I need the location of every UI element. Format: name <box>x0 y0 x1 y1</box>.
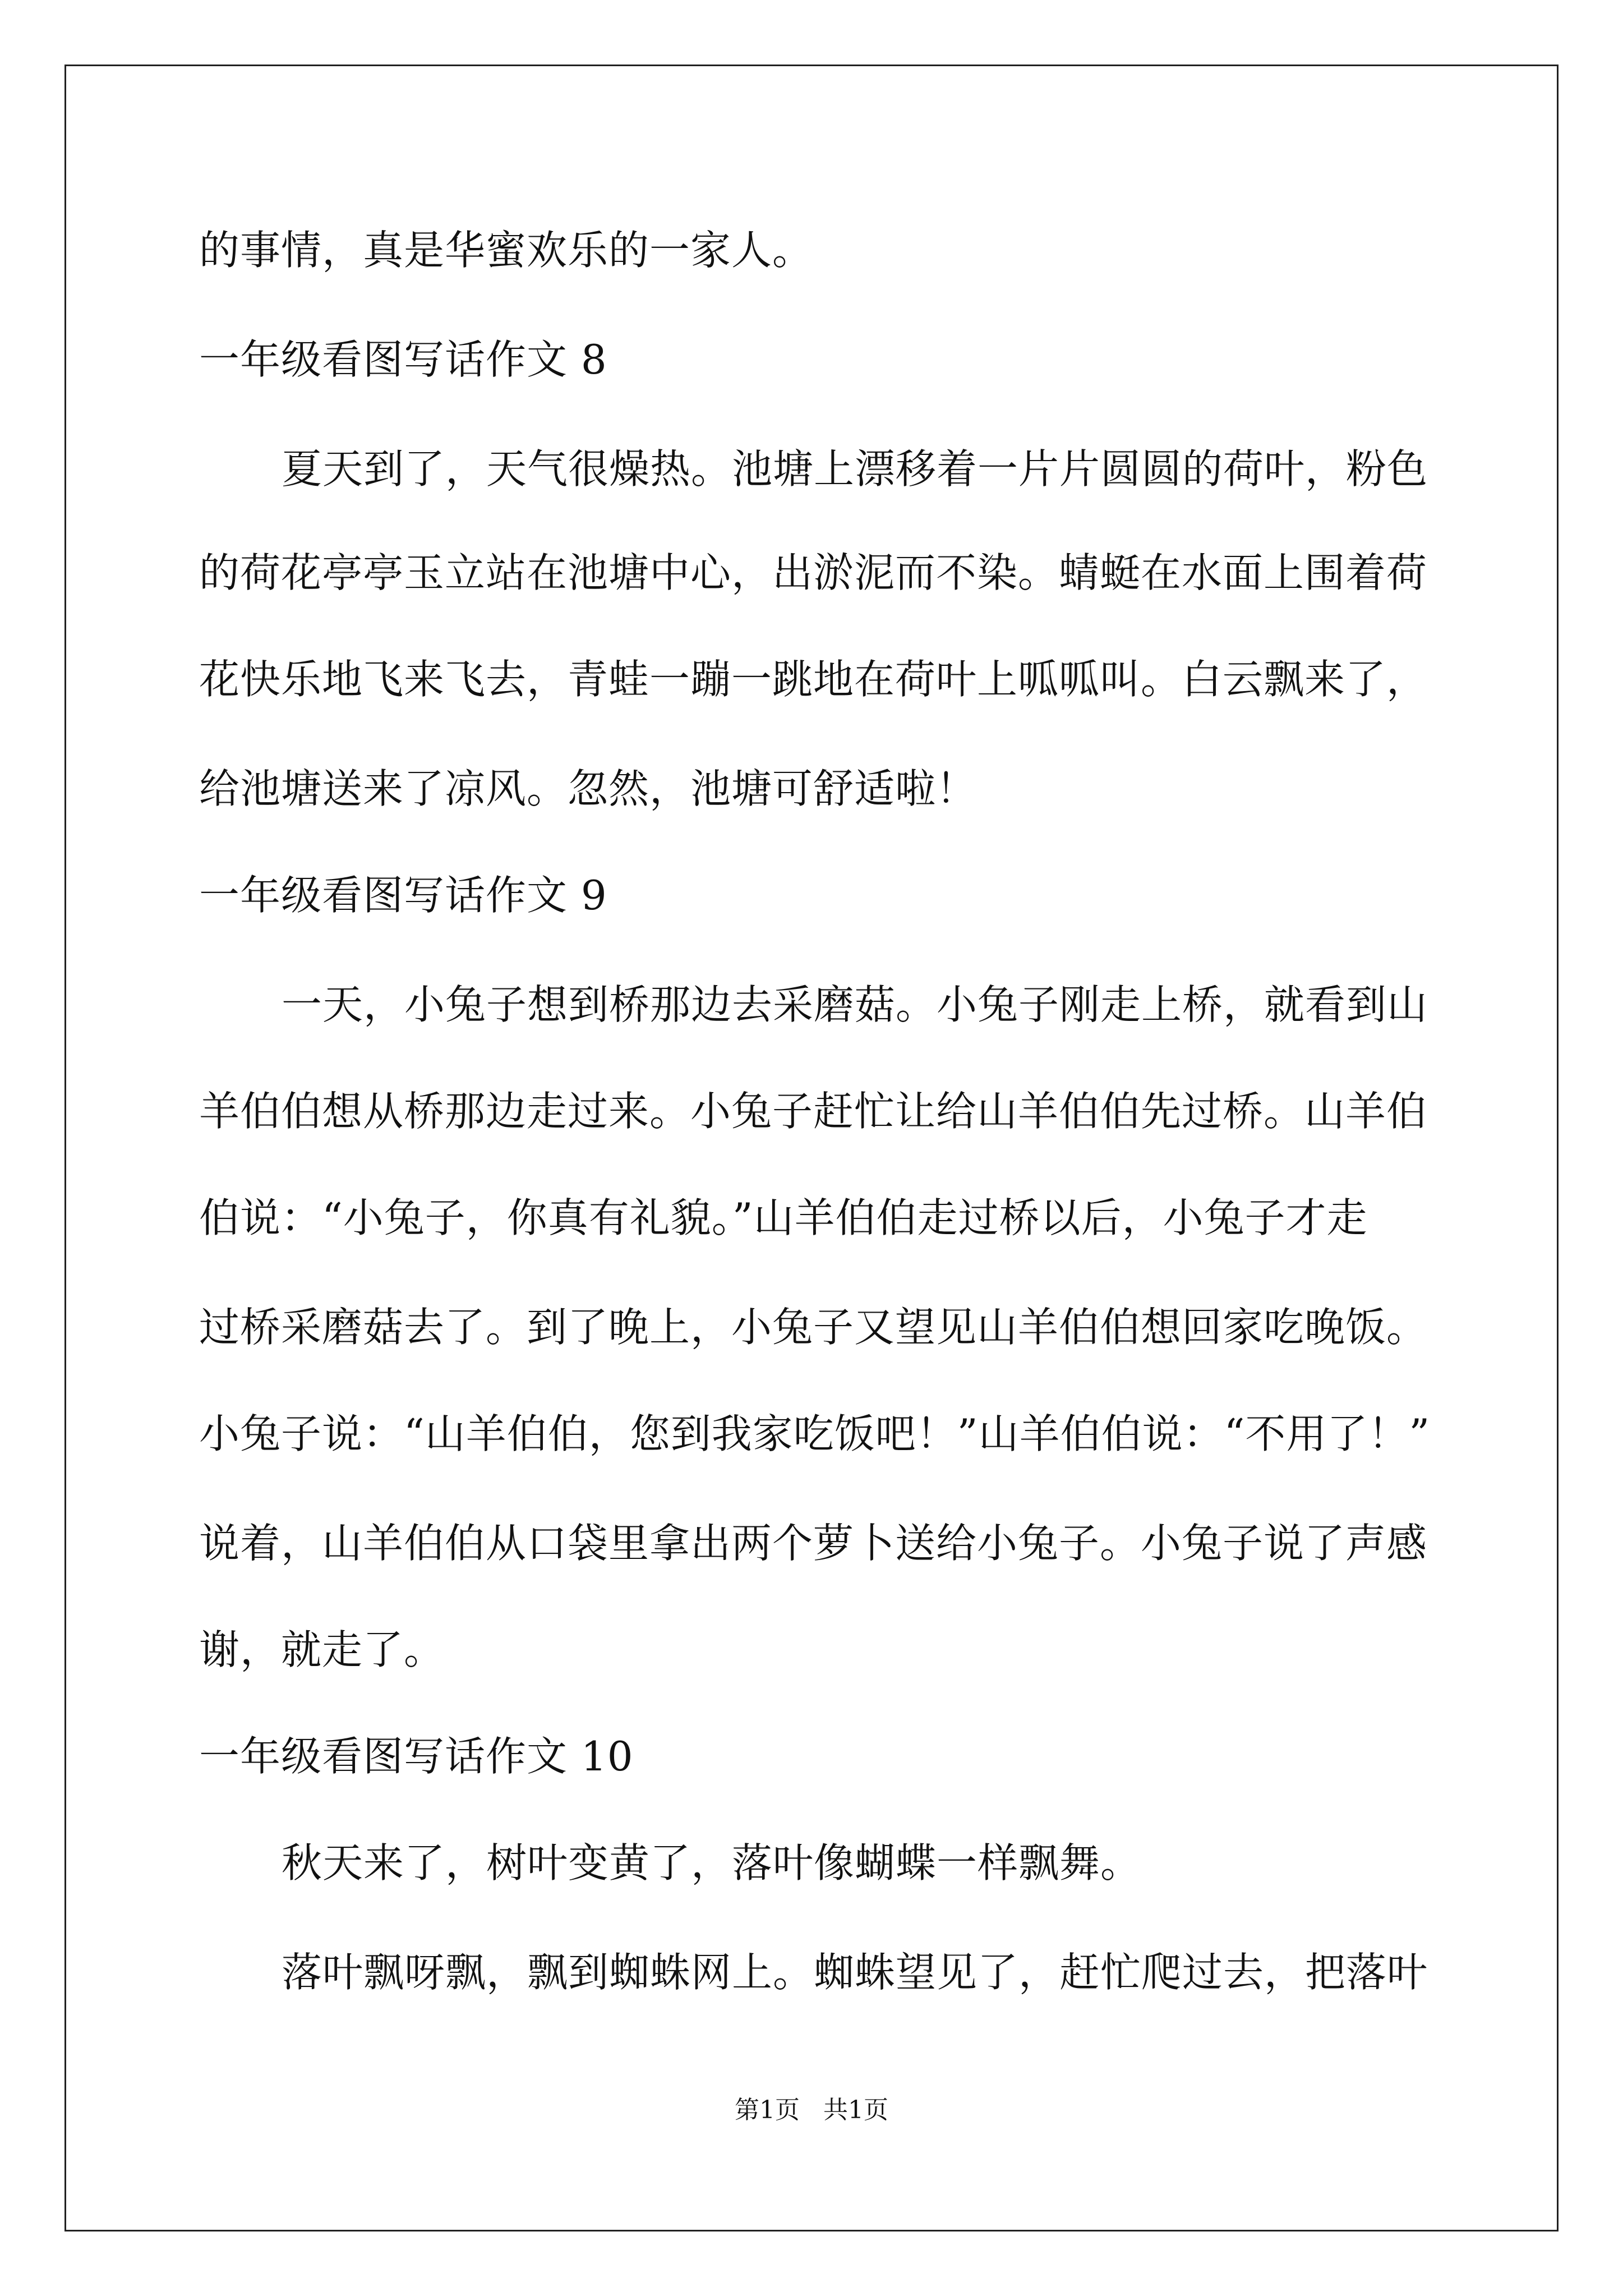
paragraph-line: 夏天到了，天气很燥热。池塘上漂移着一片片圆圆的荷叶，粉色 <box>282 445 1428 493</box>
paragraph-line: 秋天来了，树叶变黄了，落叶像蝴蝶一样飘舞。 <box>282 1839 1142 1887</box>
paragraph-line: 的事情，真是华蜜欢乐的一家人。 <box>199 227 814 274</box>
section-heading-9: 一年级看图写话作文 9 <box>199 872 607 919</box>
paragraph-line: 花快乐地飞来飞去，青蛙一蹦一跳地在荷叶上呱呱叫。白云飘来了， <box>199 656 1428 703</box>
paragraph-line: 伯说：“小兔子，你真有礼貌。”山羊伯伯走过桥以后，小兔子才走 <box>199 1194 1368 1241</box>
paragraph-line: 羊伯伯想从桥那边走过来。小兔子赶忙让给山羊伯伯先过桥。山羊伯 <box>199 1088 1428 1135</box>
paragraph-line: 谢，就走了。 <box>199 1626 445 1673</box>
page-number-footer: 第1页 共1页 <box>735 2096 888 2124</box>
paragraph-line: 落叶飘呀飘，飘到蜘蛛网上。蜘蛛望见了，赶忙爬过去，把落叶 <box>282 1949 1428 1996</box>
paragraph-line: 的荷花亭亭玉立站在池塘中心，出淤泥而不染。蜻蜓在水面上围着荷 <box>199 549 1428 596</box>
paragraph-line: 一天，小兔子想到桥那边去采磨菇。小兔子刚走上桥，就看到山 <box>282 981 1428 1028</box>
section-heading-10: 一年级看图写话作文 10 <box>199 1733 634 1780</box>
paragraph-line: 过桥采磨菇去了。到了晚上，小兔子又望见山羊伯伯想回家吃晚饭。 <box>199 1304 1428 1351</box>
paragraph-line: 小兔子说：“山羊伯伯，您到我家吃饭吧！”山羊伯伯说：“不用了！” <box>199 1410 1431 1457</box>
paragraph-line: 给池塘送来了凉风。忽然，池塘可舒适啦！ <box>199 765 978 812</box>
section-heading-8: 一年级看图写话作文 8 <box>199 336 607 383</box>
page-frame <box>64 65 1559 2231</box>
paragraph-line: 说着，山羊伯伯从口袋里拿出两个萝卜送给小兔子。小兔子说了声感 <box>199 1520 1428 1567</box>
